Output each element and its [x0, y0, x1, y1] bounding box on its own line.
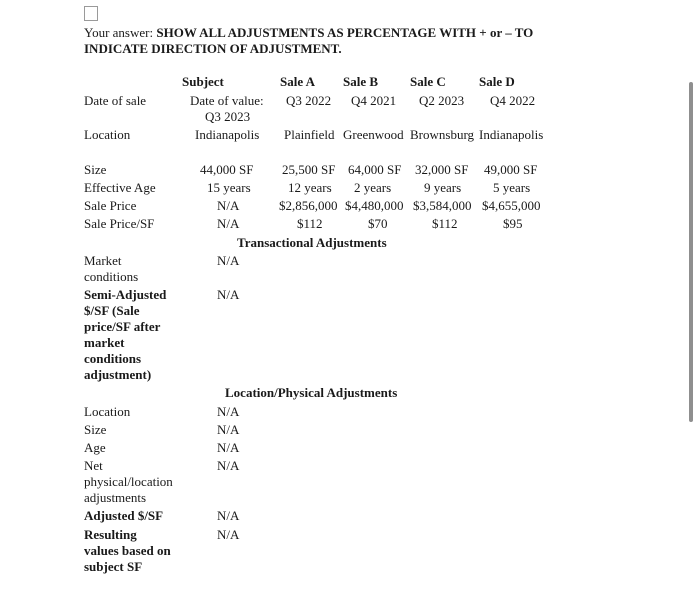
sale-c-effective-age: 9 years [424, 180, 462, 195]
label-semi-adjusted-3: price/SF after [84, 319, 161, 334]
subject-size: 44,000 SF [200, 162, 254, 177]
sale-c-location: Brownsburg [410, 127, 475, 142]
scrollbar[interactable] [689, 82, 693, 422]
subject-date-quarter: Q3 2023 [205, 109, 251, 124]
sale-c-size: 32,000 SF [415, 162, 469, 177]
sale-a-sale-price: $2,856,000 [279, 198, 338, 213]
label-market-conditions-1: Market [84, 253, 122, 268]
sale-a-location: Plainfield [284, 127, 335, 142]
sale-a-sale-price-sf: $112 [297, 216, 323, 231]
label-effective-age: Effective Age [84, 180, 156, 195]
header-sale-c: Sale C [410, 74, 446, 89]
header-sale-d: Sale D [479, 74, 515, 89]
header-sale-b: Sale B [343, 74, 379, 89]
sale-b-size: 64,000 SF [348, 162, 402, 177]
subject-sale-price: N/A [217, 198, 240, 213]
sale-b-sale-price: $4,480,000 [345, 198, 404, 213]
physical-location-value: N/A [217, 404, 240, 419]
physical-age-value: N/A [217, 440, 240, 455]
subject-effective-age: 15 years [207, 180, 251, 195]
physical-size-value: N/A [217, 422, 240, 437]
transactional-adjustments-title: Transactional Adjustments [237, 235, 387, 250]
label-semi-adjusted-5: conditions [84, 351, 142, 366]
label-sale-price: Sale Price [84, 198, 137, 213]
label-size: Size [84, 162, 107, 177]
sale-d-size: 49,000 SF [484, 162, 538, 177]
sale-a-effective-age: 12 years [288, 180, 332, 195]
sale-b-date: Q4 2021 [351, 93, 397, 108]
resulting-values-value: N/A [217, 527, 240, 542]
sale-d-sale-price: $4,655,000 [482, 198, 541, 213]
sale-d-sale-price-sf: $95 [503, 216, 523, 231]
header-subject: Subject [182, 74, 224, 89]
market-conditions-value: N/A [217, 253, 240, 268]
sale-a-date: Q3 2022 [286, 93, 332, 108]
label-physical-location: Location [84, 404, 131, 419]
sale-c-sale-price-sf: $112 [432, 216, 458, 231]
label-semi-adjusted-2: $/SF (Sale [84, 303, 140, 318]
label-net-adjustments-2: physical/location [84, 474, 173, 489]
label-resulting-values-1: Resulting [84, 527, 137, 542]
semi-adjusted-value: N/A [217, 287, 240, 302]
label-location: Location [84, 127, 131, 142]
sale-b-effective-age: 2 years [354, 180, 392, 195]
label-resulting-values-3: subject SF [84, 559, 143, 574]
label-semi-adjusted-6: adjustment) [84, 367, 152, 382]
label-physical-size: Size [84, 422, 107, 437]
label-sale-price-sf: Sale Price/SF [84, 216, 155, 231]
sale-d-effective-age: 5 years [493, 180, 531, 195]
instructions-prefix: Your answer: [84, 25, 157, 40]
sale-d-location: Indianapolis [479, 127, 544, 142]
sale-b-sale-price-sf: $70 [368, 216, 388, 231]
label-net-adjustments-3: adjustments [84, 490, 147, 505]
label-semi-adjusted-1: Semi-Adjusted [84, 287, 167, 302]
sale-b-location: Greenwood [343, 127, 404, 142]
label-adjusted-sf: Adjusted $/SF [84, 508, 164, 523]
label-date-of-sale: Date of sale [84, 93, 147, 108]
label-market-conditions-2: conditions [84, 269, 139, 284]
sale-a-size: 25,500 SF [282, 162, 336, 177]
label-semi-adjusted-4: market [84, 335, 125, 350]
physical-adjustments-title: Location/Physical Adjustments [225, 385, 398, 400]
sale-c-sale-price: $3,584,000 [413, 198, 472, 213]
label-physical-age: Age [84, 440, 106, 455]
answer-checkbox[interactable] [84, 6, 98, 21]
instructions-line-1 [84, 25, 533, 41]
instructions-line-2: INDICATE DIRECTION OF ADJUSTMENT. [84, 41, 342, 56]
label-net-adjustments-1: Net [84, 458, 103, 473]
subject-location: Indianapolis [195, 127, 260, 142]
adjusted-sf-value: N/A [217, 508, 240, 523]
subject-sale-price-sf: N/A [217, 216, 240, 231]
sale-d-date: Q4 2022 [490, 93, 536, 108]
instructions-bold-1: SHOW ALL ADJUSTMENTS AS PERCENTAGE WITH + or – TO [156, 25, 534, 40]
label-resulting-values-2: values based on [84, 543, 171, 558]
sale-c-date: Q2 2023 [419, 93, 465, 108]
net-adjustments-value: N/A [217, 458, 240, 473]
header-sale-a: Sale A [280, 74, 316, 89]
subject-date-of-value: Date of value: [190, 93, 264, 108]
